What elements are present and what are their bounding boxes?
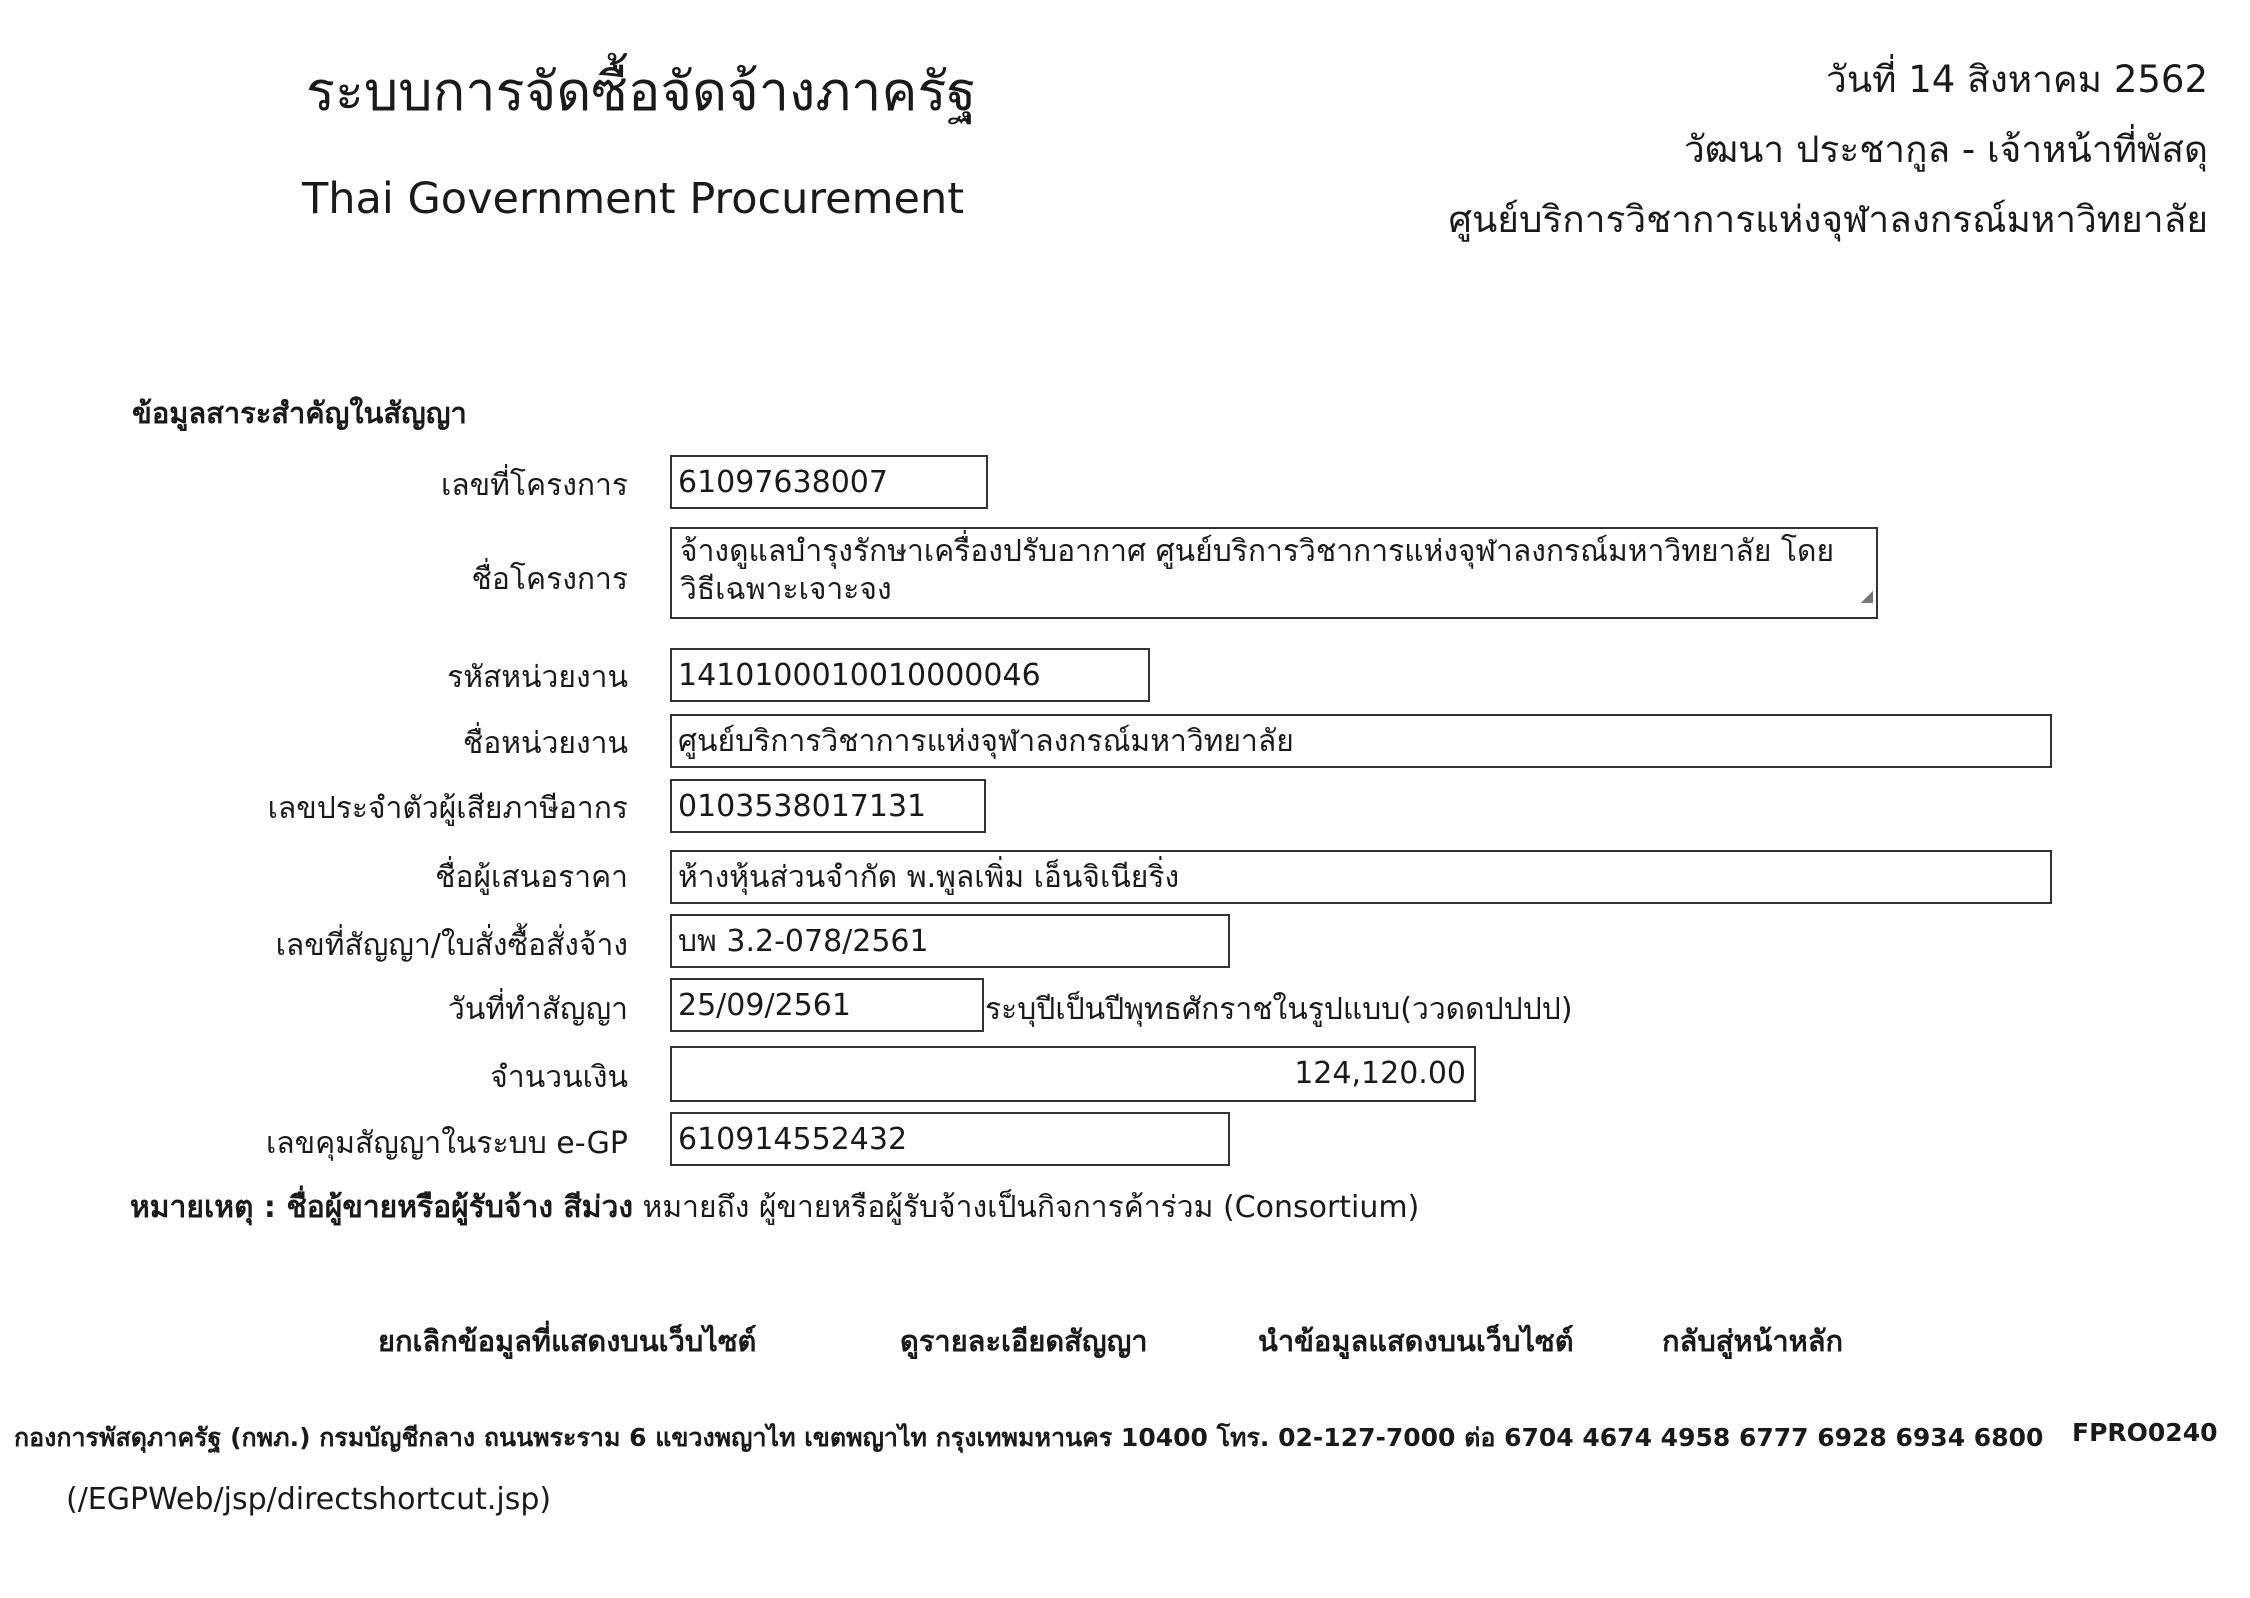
project-name-label: ชื่อโครงการ [471, 562, 628, 597]
tax-id-label: เลขประจำตัวผู้เสียภาษีอากร [267, 791, 628, 826]
system-title: ระบบการจัดซื้อจัดจ้างภาครัฐ [306, 60, 977, 123]
amount-field[interactable]: 124,120.00 [670, 1046, 1476, 1102]
view-contract-link[interactable]: ดูรายละเอียดสัญญา [900, 1324, 1148, 1358]
contract-date-hint: ระบุปีเป็นปีพุทธศักราชในรูปแบบ(ววดดปปปป) [985, 992, 1573, 1027]
contract-no-label: เลขที่สัญญา/ใบสั่งซื้อสั่งจ้าง [275, 928, 628, 963]
agency-name-label: ชื่อหน่วยงาน [462, 726, 628, 761]
project-no-label: เลขที่โครงการ [441, 468, 628, 503]
system-subtitle: Thai Government Procurement [302, 174, 965, 224]
header-user: วัฒนา ประชากูล - เจ้าหน้าที่พัสดุ [1683, 128, 2208, 171]
header-date: วันที่ 14 สิงหาคม 2562 [1826, 58, 2208, 101]
contract-date-label: วันที่ทำสัญญา [447, 992, 628, 1027]
amount-label: จำนวนเงิน [490, 1060, 628, 1095]
note-highlight: สีม่วง [563, 1190, 634, 1225]
agency-code-field[interactable]: 1410100010010000046 [670, 648, 1150, 702]
egp-control-no-field[interactable]: 610914552432 [670, 1112, 1230, 1166]
footer-contact-info: กองการพัสดุภาครัฐ (กพภ.) กรมบัญชีกลาง ถนนพระราม 6 แขวงพญาไท เขตพญาไท กรุงเทพมหานคร 10400 โทร. 02-127-7000 ต่อ 6704 4674 4958 6777 6928 6934 6800 [14, 1423, 2044, 1452]
project-name-field[interactable] [670, 527, 1878, 619]
agency-name-field[interactable]: ศูนย์บริการวิชาการแห่งจุฬาลงกรณ์มหาวิทยาลัย [670, 714, 2052, 768]
note-prefix: หมายเหตุ : ชื่อผู้ขายหรือผู้รับจ้าง [130, 1190, 564, 1225]
tax-id-field[interactable]: 0103538017131 [670, 779, 986, 833]
bidder-name-field[interactable]: ห้างหุ้นส่วนจำกัด พ.พูลเพิ่ม เอ็นจิเนียริ่ง [670, 850, 2052, 904]
footer-page-code: FPRO0240 [2072, 1418, 2218, 1447]
cancel-web-link[interactable]: ยกเลิกข้อมูลที่แสดงบนเว็บไซต์ [378, 1324, 757, 1358]
resize-handle-icon[interactable]: ◢ [1860, 586, 1873, 605]
section-title: ข้อมูลสาระสำคัญในสัญญา [132, 396, 467, 430]
note-suffix: หมายถึง ผู้ขายหรือผู้รับจ้างเป็นกิจการค้าร่วม (Consortium) [633, 1190, 1420, 1225]
back-home-link[interactable]: กลับสู่หน้าหลัก [1662, 1324, 1844, 1358]
page-path: (/EGPWeb/jsp/directshortcut.jsp) [66, 1482, 552, 1517]
agency-code-label: รหัสหน่วยงาน [447, 660, 628, 695]
project-no-field[interactable]: 61097638007 [670, 455, 988, 509]
project-name-value: จ้างดูแลบำรุงรักษาเครื่องปรับอากาศ ศูนย์บริการวิชาการแห่งจุฬาลงกรณ์มหาวิทยาลัย โดยวิธีเฉพาะเจาะจง [680, 534, 1835, 607]
bidder-name-label: ชื่อผู้เสนอราคา [435, 860, 628, 895]
header-organization: ศูนย์บริการวิชาการแห่งจุฬาลงกรณ์มหาวิทยาลัย [1448, 198, 2208, 241]
contract-no-field[interactable]: บพ 3.2-078/2561 [670, 914, 1230, 968]
egp-control-no-label: เลขคุมสัญญาในระบบ e-GP [266, 1126, 628, 1161]
contract-date-field[interactable]: 25/09/2561 [670, 978, 984, 1032]
publish-web-link[interactable]: นำข้อมูลแสดงบนเว็บไซต์ [1258, 1324, 1574, 1358]
note [130, 1184, 1419, 1231]
